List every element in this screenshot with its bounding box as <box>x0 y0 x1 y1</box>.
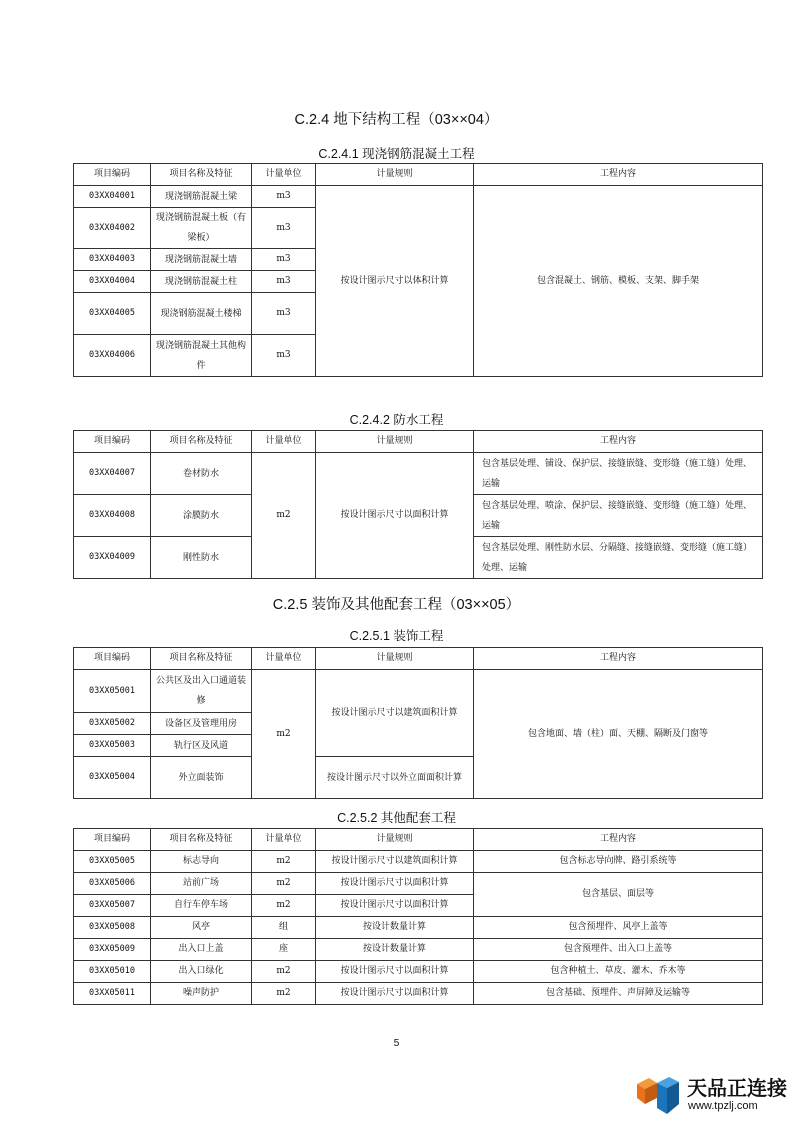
work-content: 包含基层、面层等 <box>474 873 763 917</box>
header-unit: 计量单位 <box>252 829 316 851</box>
table-header-row <box>74 164 763 186</box>
item-name: 现浇钢筋混凝土楼梯 <box>151 293 252 335</box>
measure-rule: 按设计图示尺寸以外立面面积计算 <box>316 757 474 799</box>
item-code: 03XX04008 <box>74 495 151 537</box>
item-code: 03XX05005 <box>74 851 151 873</box>
work-content: 包含标志导向牌、路引系统等 <box>474 851 763 873</box>
item-unit: 座 <box>252 939 316 961</box>
item-code: 03XX04009 <box>74 537 151 579</box>
table-header-row <box>74 829 763 851</box>
header-code: 项目编码 <box>74 164 151 186</box>
header-rule: 计量规则 <box>316 431 474 453</box>
item-code: 03XX05008 <box>74 917 151 939</box>
table-row <box>74 939 763 961</box>
item-name: 风亭 <box>151 917 252 939</box>
measure-rule: 按设计数量计算 <box>316 939 474 961</box>
header-name: 项目名称及特征 <box>151 164 252 186</box>
work-content: 包含基础、预埋件、声屏障及运输等 <box>474 983 763 1005</box>
item-code: 03XX04003 <box>74 249 151 271</box>
table-decoration <box>73 647 763 799</box>
item-code: 03XX05010 <box>74 961 151 983</box>
header-content: 工程内容 <box>474 164 763 186</box>
item-unit: m3 <box>252 249 316 271</box>
work-content: 包含混凝土、钢筋、模板、支架、脚手架 <box>474 186 763 377</box>
table-row <box>74 851 763 873</box>
item-code: 03XX05002 <box>74 713 151 735</box>
work-content: 包含基层处理、喷涂、保护层、接缝嵌缝、变形缝（施工缝）处理、运输 <box>474 495 763 537</box>
subsection-title-2-5-1: C.2.5.1 装饰工程 <box>349 629 444 643</box>
header-unit: 计量单位 <box>252 164 316 186</box>
item-code: 03XX05003 <box>74 735 151 757</box>
subsection-title-2-4-2: C.2.4.2 防水工程 <box>349 413 444 427</box>
measure-rule: 按设计图示尺寸以面积计算 <box>316 895 474 917</box>
item-code: 03XX04002 <box>74 208 151 249</box>
table-row <box>74 961 763 983</box>
item-name: 噪声防护 <box>151 983 252 1005</box>
work-content: 包含基层处理、铺设、保护层、接缝嵌缝、变形缝（施工缝）处理、运输 <box>474 453 763 495</box>
table-header-row <box>74 648 763 670</box>
item-code: 03XX04001 <box>74 186 151 208</box>
header-code: 项目编码 <box>74 829 151 851</box>
item-code: 03XX05009 <box>74 939 151 961</box>
item-name: 涂膜防水 <box>151 495 252 537</box>
item-name: 出入口绿化 <box>151 961 252 983</box>
section-title-2-5: C.2.5 装饰及其他配套工程（03××05） <box>272 597 521 613</box>
measure-rule: 按设计图示尺寸以建筑面积计算 <box>316 851 474 873</box>
item-name: 现浇钢筋混凝土柱 <box>151 271 252 293</box>
table-other-facilities <box>73 828 763 1005</box>
item-code: 03XX05011 <box>74 983 151 1005</box>
logo-name: 天品正连接 <box>687 1076 787 1100</box>
header-content: 工程内容 <box>474 431 763 453</box>
measure-rule: 按设计图示尺寸以面积计算 <box>316 873 474 895</box>
subsection-title-2-5-2: C.2.5.2 其他配套工程 <box>337 811 456 825</box>
item-unit: 组 <box>252 917 316 939</box>
measure-rule: 按设计图示尺寸以建筑面积计算 <box>316 670 474 757</box>
subsection-title-2-4-1: C.2.4.1 现浇钢筋混凝土工程 <box>318 147 475 161</box>
item-unit: m2 <box>252 851 316 873</box>
item-unit: m2 <box>252 453 316 579</box>
watermark-logo <box>635 1070 785 1118</box>
item-unit: m3 <box>252 208 316 249</box>
measure-rule: 按设计图示尺寸以面积计算 <box>316 961 474 983</box>
table-cast-concrete <box>73 163 763 377</box>
table-row <box>74 453 763 495</box>
item-unit: m2 <box>252 983 316 1005</box>
item-code: 03XX04004 <box>74 271 151 293</box>
item-name: 卷材防水 <box>151 453 252 495</box>
table-row <box>74 186 763 208</box>
item-unit: m3 <box>252 335 316 377</box>
header-rule: 计量规则 <box>316 829 474 851</box>
logo-url: www.tpzlj.com <box>688 1100 758 1112</box>
item-name: 公共区及出入口通道装修 <box>151 670 252 713</box>
item-unit: m3 <box>252 293 316 335</box>
work-content: 包含预埋件、出入口上盖等 <box>474 939 763 961</box>
header-content: 工程内容 <box>474 829 763 851</box>
table-row <box>74 917 763 939</box>
item-code: 03XX04005 <box>74 293 151 335</box>
header-name: 项目名称及特征 <box>151 829 252 851</box>
item-code: 03XX04006 <box>74 335 151 377</box>
table-waterproofing <box>73 430 763 579</box>
item-name: 站前广场 <box>151 873 252 895</box>
header-name: 项目名称及特征 <box>151 431 252 453</box>
header-unit: 计量单位 <box>252 648 316 670</box>
page-number: 5 <box>393 1038 400 1049</box>
item-name: 出入口上盖 <box>151 939 252 961</box>
item-name: 现浇钢筋混凝土板（有梁板） <box>151 208 252 249</box>
item-code: 03XX05004 <box>74 757 151 799</box>
item-code: 03XX04007 <box>74 453 151 495</box>
measure-rule: 按设计数量计算 <box>316 917 474 939</box>
item-unit: m2 <box>252 670 316 799</box>
item-name: 现浇钢筋混凝土梁 <box>151 186 252 208</box>
item-unit: m3 <box>252 271 316 293</box>
measure-rule: 按设计图示尺寸以面积计算 <box>316 453 474 579</box>
cube-logo-icon <box>635 1074 681 1116</box>
header-content: 工程内容 <box>474 648 763 670</box>
measure-rule: 按设计图示尺寸以面积计算 <box>316 983 474 1005</box>
item-name: 现浇钢筋混凝土其他构件 <box>151 335 252 377</box>
table-row <box>74 873 763 895</box>
item-unit: m2 <box>252 961 316 983</box>
header-unit: 计量单位 <box>252 431 316 453</box>
header-rule: 计量规则 <box>316 164 474 186</box>
table-row <box>74 670 763 713</box>
item-name: 标志导向 <box>151 851 252 873</box>
measure-rule: 按设计图示尺寸以体积计算 <box>316 186 474 377</box>
item-name: 刚性防水 <box>151 537 252 579</box>
header-rule: 计量规则 <box>316 648 474 670</box>
work-content: 包含地面、墙（柱）面、天棚、隔断及门窗等 <box>474 670 763 799</box>
item-unit: m2 <box>252 873 316 895</box>
table-row <box>74 983 763 1005</box>
section-title-2-4: C.2.4 地下结构工程（03××04） <box>294 112 499 128</box>
item-name: 现浇钢筋混凝土墙 <box>151 249 252 271</box>
item-code: 03XX05007 <box>74 895 151 917</box>
item-code: 03XX05006 <box>74 873 151 895</box>
item-name: 设备区及管理用房 <box>151 713 252 735</box>
item-name: 自行车停车场 <box>151 895 252 917</box>
item-name: 外立面装饰 <box>151 757 252 799</box>
header-code: 项目编码 <box>74 431 151 453</box>
item-code: 03XX05001 <box>74 670 151 713</box>
header-code: 项目编码 <box>74 648 151 670</box>
item-unit: m2 <box>252 895 316 917</box>
work-content: 包含预埋件、风亭上盖等 <box>474 917 763 939</box>
item-name: 轨行区及风道 <box>151 735 252 757</box>
item-unit: m3 <box>252 186 316 208</box>
table-header-row <box>74 431 763 453</box>
work-content: 包含种植土、草皮、灌木、乔木等 <box>474 961 763 983</box>
work-content: 包含基层处理、刚性防水层、分隔缝、接缝嵌缝、变形缝（施工缝）处理、运输 <box>474 537 763 579</box>
header-name: 项目名称及特征 <box>151 648 252 670</box>
